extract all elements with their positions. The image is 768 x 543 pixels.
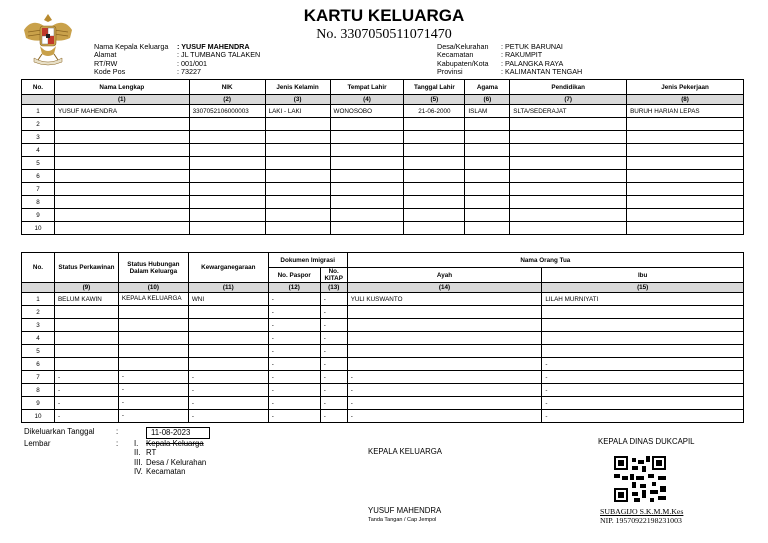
sheet-colon: : xyxy=(116,438,119,448)
table-cell: - xyxy=(54,397,118,410)
header-label: Kecamatan xyxy=(437,50,474,60)
table-cell: - xyxy=(54,410,118,423)
table-cell xyxy=(330,209,404,222)
table-cell xyxy=(510,118,627,131)
table-cell xyxy=(627,131,744,144)
header-label: Provinsi xyxy=(437,67,463,77)
table-cell: - xyxy=(268,345,320,358)
column-header: Jenis Pekerjaan xyxy=(627,80,744,95)
table-cell: - xyxy=(347,410,542,423)
index-cell: (10) xyxy=(118,283,188,293)
table-cell: - xyxy=(118,384,188,397)
table-cell xyxy=(510,157,627,170)
table-cell: 1 xyxy=(22,105,55,118)
table-cell xyxy=(54,157,189,170)
table-cell xyxy=(54,118,189,131)
table-cell: YUSUF MAHENDRA xyxy=(54,105,189,118)
family-members-table xyxy=(21,79,744,235)
index-cell xyxy=(22,283,55,293)
table-cell: - xyxy=(542,397,744,410)
table-cell xyxy=(510,196,627,209)
table-cell xyxy=(627,209,744,222)
sheet-num: II. xyxy=(134,448,141,457)
index-cell: (5) xyxy=(404,95,465,105)
sheet-num: III. xyxy=(134,457,143,467)
table-cell: - xyxy=(118,371,188,384)
city-value: : PALANGKA RAYA xyxy=(501,58,564,68)
table-cell: 6 xyxy=(22,358,55,371)
table-cell: - xyxy=(188,397,268,410)
table-cell xyxy=(265,144,330,157)
sheet-num: IV. xyxy=(134,467,143,476)
table-row xyxy=(22,397,744,410)
table-cell xyxy=(54,332,118,345)
sheet-item: Kecamatan xyxy=(146,467,186,476)
table-cell: 3 xyxy=(22,131,55,144)
column-header: Status Hubungan Dalam Keluarga xyxy=(118,253,188,283)
table-cell: - xyxy=(188,410,268,423)
address-value: : JL TUMBANG TALAKEN xyxy=(177,50,261,60)
table-cell xyxy=(404,170,465,183)
header-label: Nama Kepala Keluarga xyxy=(94,42,169,51)
table-cell xyxy=(510,144,627,157)
table-cell xyxy=(54,306,118,319)
table-cell xyxy=(465,157,510,170)
table-cell xyxy=(347,345,542,358)
header-label: Kabupaten/Kota xyxy=(437,58,489,68)
column-header: Jenis Kelamin xyxy=(265,80,330,95)
table-cell xyxy=(465,131,510,144)
column-header: Ayah xyxy=(347,268,542,283)
table-row xyxy=(22,384,744,397)
table-cell: LAKI - LAKI xyxy=(265,105,330,118)
table-cell xyxy=(265,222,330,235)
rt-rw-value: : 001/001 xyxy=(177,58,207,68)
table-cell xyxy=(627,196,744,209)
table-cell xyxy=(265,157,330,170)
index-cell: (6) xyxy=(465,95,510,105)
table-cell xyxy=(189,157,265,170)
table-cell: - xyxy=(320,293,347,306)
table-cell: 9 xyxy=(22,209,55,222)
table-cell xyxy=(265,209,330,222)
table-cell: - xyxy=(320,410,347,423)
table-cell: - xyxy=(268,306,320,319)
table-cell xyxy=(54,222,189,235)
sheet-item: Desa / Kelurahan xyxy=(146,457,207,467)
table-cell xyxy=(347,306,542,319)
table-cell xyxy=(404,222,465,235)
table-cell xyxy=(54,358,118,371)
table-cell: WNI xyxy=(188,293,268,306)
table-cell xyxy=(189,131,265,144)
index-cell: (13) xyxy=(320,283,347,293)
table-cell: - xyxy=(268,332,320,345)
index-cell: (14) xyxy=(347,283,542,293)
table-cell xyxy=(330,196,404,209)
table-row xyxy=(22,345,744,358)
table-cell: - xyxy=(542,384,744,397)
table-cell xyxy=(265,131,330,144)
column-header: Agama xyxy=(465,80,510,95)
table-cell: 6 xyxy=(22,170,55,183)
table-cell xyxy=(465,170,510,183)
column-header: NIK xyxy=(189,80,265,95)
district-value: : RAKUMPIT xyxy=(501,50,543,60)
table-cell: - xyxy=(542,410,744,423)
column-header: Pendidikan xyxy=(510,80,627,95)
table-cell xyxy=(347,358,542,371)
family-members-body xyxy=(22,105,744,235)
table-cell xyxy=(54,131,189,144)
table-row xyxy=(22,410,744,423)
table-cell: WONOSOBO xyxy=(330,105,404,118)
table-row xyxy=(22,144,744,157)
column-header: Dokumen Imigrasi xyxy=(268,253,347,268)
table-cell xyxy=(330,183,404,196)
official-nip: NIP. 19570922198231003 xyxy=(600,516,682,525)
table-cell xyxy=(189,144,265,157)
table-cell: 8 xyxy=(22,196,55,209)
table-cell xyxy=(510,222,627,235)
table-cell xyxy=(189,183,265,196)
table-cell: - xyxy=(188,371,268,384)
table-cell xyxy=(510,209,627,222)
table-cell: - xyxy=(320,319,347,332)
table-cell xyxy=(188,358,268,371)
table-cell xyxy=(542,306,744,319)
table-row xyxy=(22,319,744,332)
table-cell xyxy=(54,319,118,332)
table-cell: - xyxy=(268,371,320,384)
table-row xyxy=(22,209,744,222)
table-cell: 2 xyxy=(22,118,55,131)
header-label: Kode Pos xyxy=(94,67,126,77)
table-cell: 8 xyxy=(22,384,55,397)
table-cell xyxy=(118,332,188,345)
table-cell xyxy=(465,144,510,157)
table-cell xyxy=(188,306,268,319)
table-cell: ISLAM xyxy=(465,105,510,118)
table-cell: 9 xyxy=(22,397,55,410)
table-row xyxy=(22,183,744,196)
table-cell xyxy=(627,183,744,196)
table-cell xyxy=(118,319,188,332)
table-row xyxy=(22,170,744,183)
table-cell: 4 xyxy=(22,332,55,345)
header-label: RT/RW xyxy=(94,58,118,68)
table-cell xyxy=(465,196,510,209)
table-cell xyxy=(465,183,510,196)
sheet-item: Kepala Keluarga xyxy=(146,438,204,448)
signer-name: YUSUF MAHENDRA xyxy=(368,506,442,515)
table-cell: - xyxy=(268,293,320,306)
table-cell: - xyxy=(54,384,118,397)
table-cell: 21-06-2000 xyxy=(404,105,465,118)
table-cell: 5 xyxy=(22,345,55,358)
table-cell xyxy=(189,196,265,209)
issue-info xyxy=(24,427,210,477)
table-cell xyxy=(118,358,188,371)
signer-caption: Tanda Tangan / Cap Jempol xyxy=(368,517,437,523)
table-cell xyxy=(54,209,189,222)
table-cell xyxy=(189,209,265,222)
table-cell xyxy=(118,345,188,358)
table-cell xyxy=(465,209,510,222)
column-header: Ibu xyxy=(542,268,744,283)
index-cell: (12) xyxy=(268,283,320,293)
column-header: Status Perkawinan xyxy=(54,253,118,283)
table-cell: - xyxy=(320,397,347,410)
table-cell: - xyxy=(320,358,347,371)
table-row xyxy=(22,118,744,131)
table-row xyxy=(22,332,744,345)
table-cell xyxy=(404,209,465,222)
table-cell: - xyxy=(542,371,744,384)
index-cell: (3) xyxy=(265,95,330,105)
sheet-label: Lembar xyxy=(24,438,51,448)
table-cell: 10 xyxy=(22,410,55,423)
column-header: No. xyxy=(22,80,55,95)
table-cell xyxy=(465,222,510,235)
table-cell xyxy=(627,157,744,170)
index-cell: (11) xyxy=(188,283,268,293)
table-cell: - xyxy=(542,358,744,371)
table-cell: - xyxy=(320,345,347,358)
table-cell xyxy=(465,118,510,131)
official-name: SUBAGIJO S.K.M.M.Kes xyxy=(600,507,684,516)
qr-code-icon xyxy=(614,456,666,502)
table-cell: - xyxy=(347,397,542,410)
family-status-table xyxy=(21,252,744,423)
index-cell: (9) xyxy=(54,283,118,293)
table-cell xyxy=(404,118,465,131)
village-value: : PETUK BARUNAI xyxy=(501,42,563,51)
table-cell xyxy=(330,131,404,144)
column-header: No. Paspor xyxy=(268,268,320,283)
table-cell xyxy=(118,306,188,319)
table-row xyxy=(22,371,744,384)
table-cell: 1 xyxy=(22,293,55,306)
table-cell xyxy=(347,319,542,332)
table-cell: - xyxy=(268,358,320,371)
table-cell xyxy=(330,144,404,157)
table-cell xyxy=(404,157,465,170)
column-header: Tanggal Lahir xyxy=(404,80,465,95)
table-cell xyxy=(265,170,330,183)
family-status-body xyxy=(22,293,744,423)
kepala-dinas-label: KEPALA DINAS DUKCAPIL xyxy=(598,437,695,446)
table-cell xyxy=(265,196,330,209)
postal-code-value: : 73227 xyxy=(177,67,201,77)
index-cell: (4) xyxy=(330,95,404,105)
table-cell xyxy=(54,345,118,358)
index-cell: (2) xyxy=(189,95,265,105)
table-cell xyxy=(542,319,744,332)
table-cell: - xyxy=(320,306,347,319)
header-label: Alamat xyxy=(94,50,117,60)
table-cell: - xyxy=(188,384,268,397)
table-cell xyxy=(542,345,744,358)
table-cell xyxy=(542,332,744,345)
table-cell: YULI KUSWANTO xyxy=(347,293,542,306)
table-row xyxy=(22,196,744,209)
table-cell xyxy=(404,131,465,144)
table-row xyxy=(22,105,744,118)
column-header: Nama Orang Tua xyxy=(347,253,743,268)
table-cell xyxy=(330,157,404,170)
table-cell xyxy=(404,196,465,209)
table-cell xyxy=(627,222,744,235)
table-cell xyxy=(627,144,744,157)
table-cell xyxy=(404,183,465,196)
index-cell: (15) xyxy=(542,283,744,293)
table-cell xyxy=(347,332,542,345)
table-cell: - xyxy=(320,371,347,384)
index-cell: (7) xyxy=(510,95,627,105)
index-cell xyxy=(22,95,55,105)
table-cell: BELUM KAWIN xyxy=(54,293,118,306)
sheet-num: I. xyxy=(134,438,139,448)
header-right xyxy=(437,43,582,77)
header-left xyxy=(94,43,260,77)
table-cell xyxy=(510,170,627,183)
issued-colon: : xyxy=(116,427,119,436)
table-cell: LILAH MURNIYATI xyxy=(542,293,744,306)
document-title: KARTU KELUARGA xyxy=(303,6,465,25)
table-cell: 7 xyxy=(22,183,55,196)
table-cell xyxy=(404,144,465,157)
table-cell: 3307052106000003 xyxy=(189,105,265,118)
column-header: No. KITAP xyxy=(320,268,347,283)
index-cell: (1) xyxy=(54,95,189,105)
table-cell xyxy=(330,222,404,235)
table-row xyxy=(22,157,744,170)
table-cell: KEPALA KELUARGA xyxy=(118,293,188,306)
table-cell: BURUH HARIAN LEPAS xyxy=(627,105,744,118)
index-cell: (8) xyxy=(627,95,744,105)
table-cell: - xyxy=(268,397,320,410)
table-cell xyxy=(265,118,330,131)
table-cell: 3 xyxy=(22,319,55,332)
header-label: Desa/Kelurahan xyxy=(437,42,489,51)
table-cell: 10 xyxy=(22,222,55,235)
table-cell: - xyxy=(118,410,188,423)
table-cell: - xyxy=(118,397,188,410)
table-cell: 7 xyxy=(22,371,55,384)
sheet-item: RT xyxy=(146,448,157,457)
issued-date: 11-08-2023 xyxy=(146,427,210,439)
table-cell xyxy=(188,332,268,345)
table-cell xyxy=(54,196,189,209)
table-cell: - xyxy=(268,410,320,423)
table-cell: - xyxy=(268,319,320,332)
table-cell xyxy=(54,170,189,183)
table-cell: - xyxy=(54,371,118,384)
table-cell xyxy=(627,118,744,131)
table-cell xyxy=(510,183,627,196)
table-cell xyxy=(189,170,265,183)
column-header: Tempat Lahir xyxy=(330,80,404,95)
table-cell xyxy=(330,170,404,183)
table-row xyxy=(22,306,744,319)
column-header: Kewarganegaraan xyxy=(188,253,268,283)
table-cell: - xyxy=(320,332,347,345)
table-cell xyxy=(54,144,189,157)
column-header: No. xyxy=(22,253,55,283)
table-row xyxy=(22,293,744,306)
table-cell xyxy=(189,222,265,235)
table-row xyxy=(22,131,744,144)
table-cell xyxy=(330,118,404,131)
document-number: No. 3307050511071470 xyxy=(316,27,452,42)
table-cell: - xyxy=(320,384,347,397)
table-cell: - xyxy=(347,384,542,397)
table-row xyxy=(22,358,744,371)
table-cell: - xyxy=(268,384,320,397)
table-cell: - xyxy=(347,371,542,384)
kepala-keluarga-label: KEPALA KELUARGA xyxy=(368,447,442,456)
table-cell xyxy=(189,118,265,131)
column-header: Nama Lengkap xyxy=(54,80,189,95)
table-row xyxy=(22,222,744,235)
table-cell: 5 xyxy=(22,157,55,170)
table-cell xyxy=(188,345,268,358)
table-cell: 2 xyxy=(22,306,55,319)
table-cell: SLTA/SEDERAJAT xyxy=(510,105,627,118)
table-cell xyxy=(188,319,268,332)
head-of-family-value: : YUSUF MAHENDRA xyxy=(177,42,250,51)
issued-label: Dikeluarkan Tanggal xyxy=(24,427,95,436)
table-cell xyxy=(265,183,330,196)
table-cell: 4 xyxy=(22,144,55,157)
table-cell xyxy=(627,170,744,183)
province-value: : KALIMANTAN TENGAH xyxy=(501,67,583,77)
table-cell xyxy=(510,131,627,144)
table-cell xyxy=(54,183,189,196)
